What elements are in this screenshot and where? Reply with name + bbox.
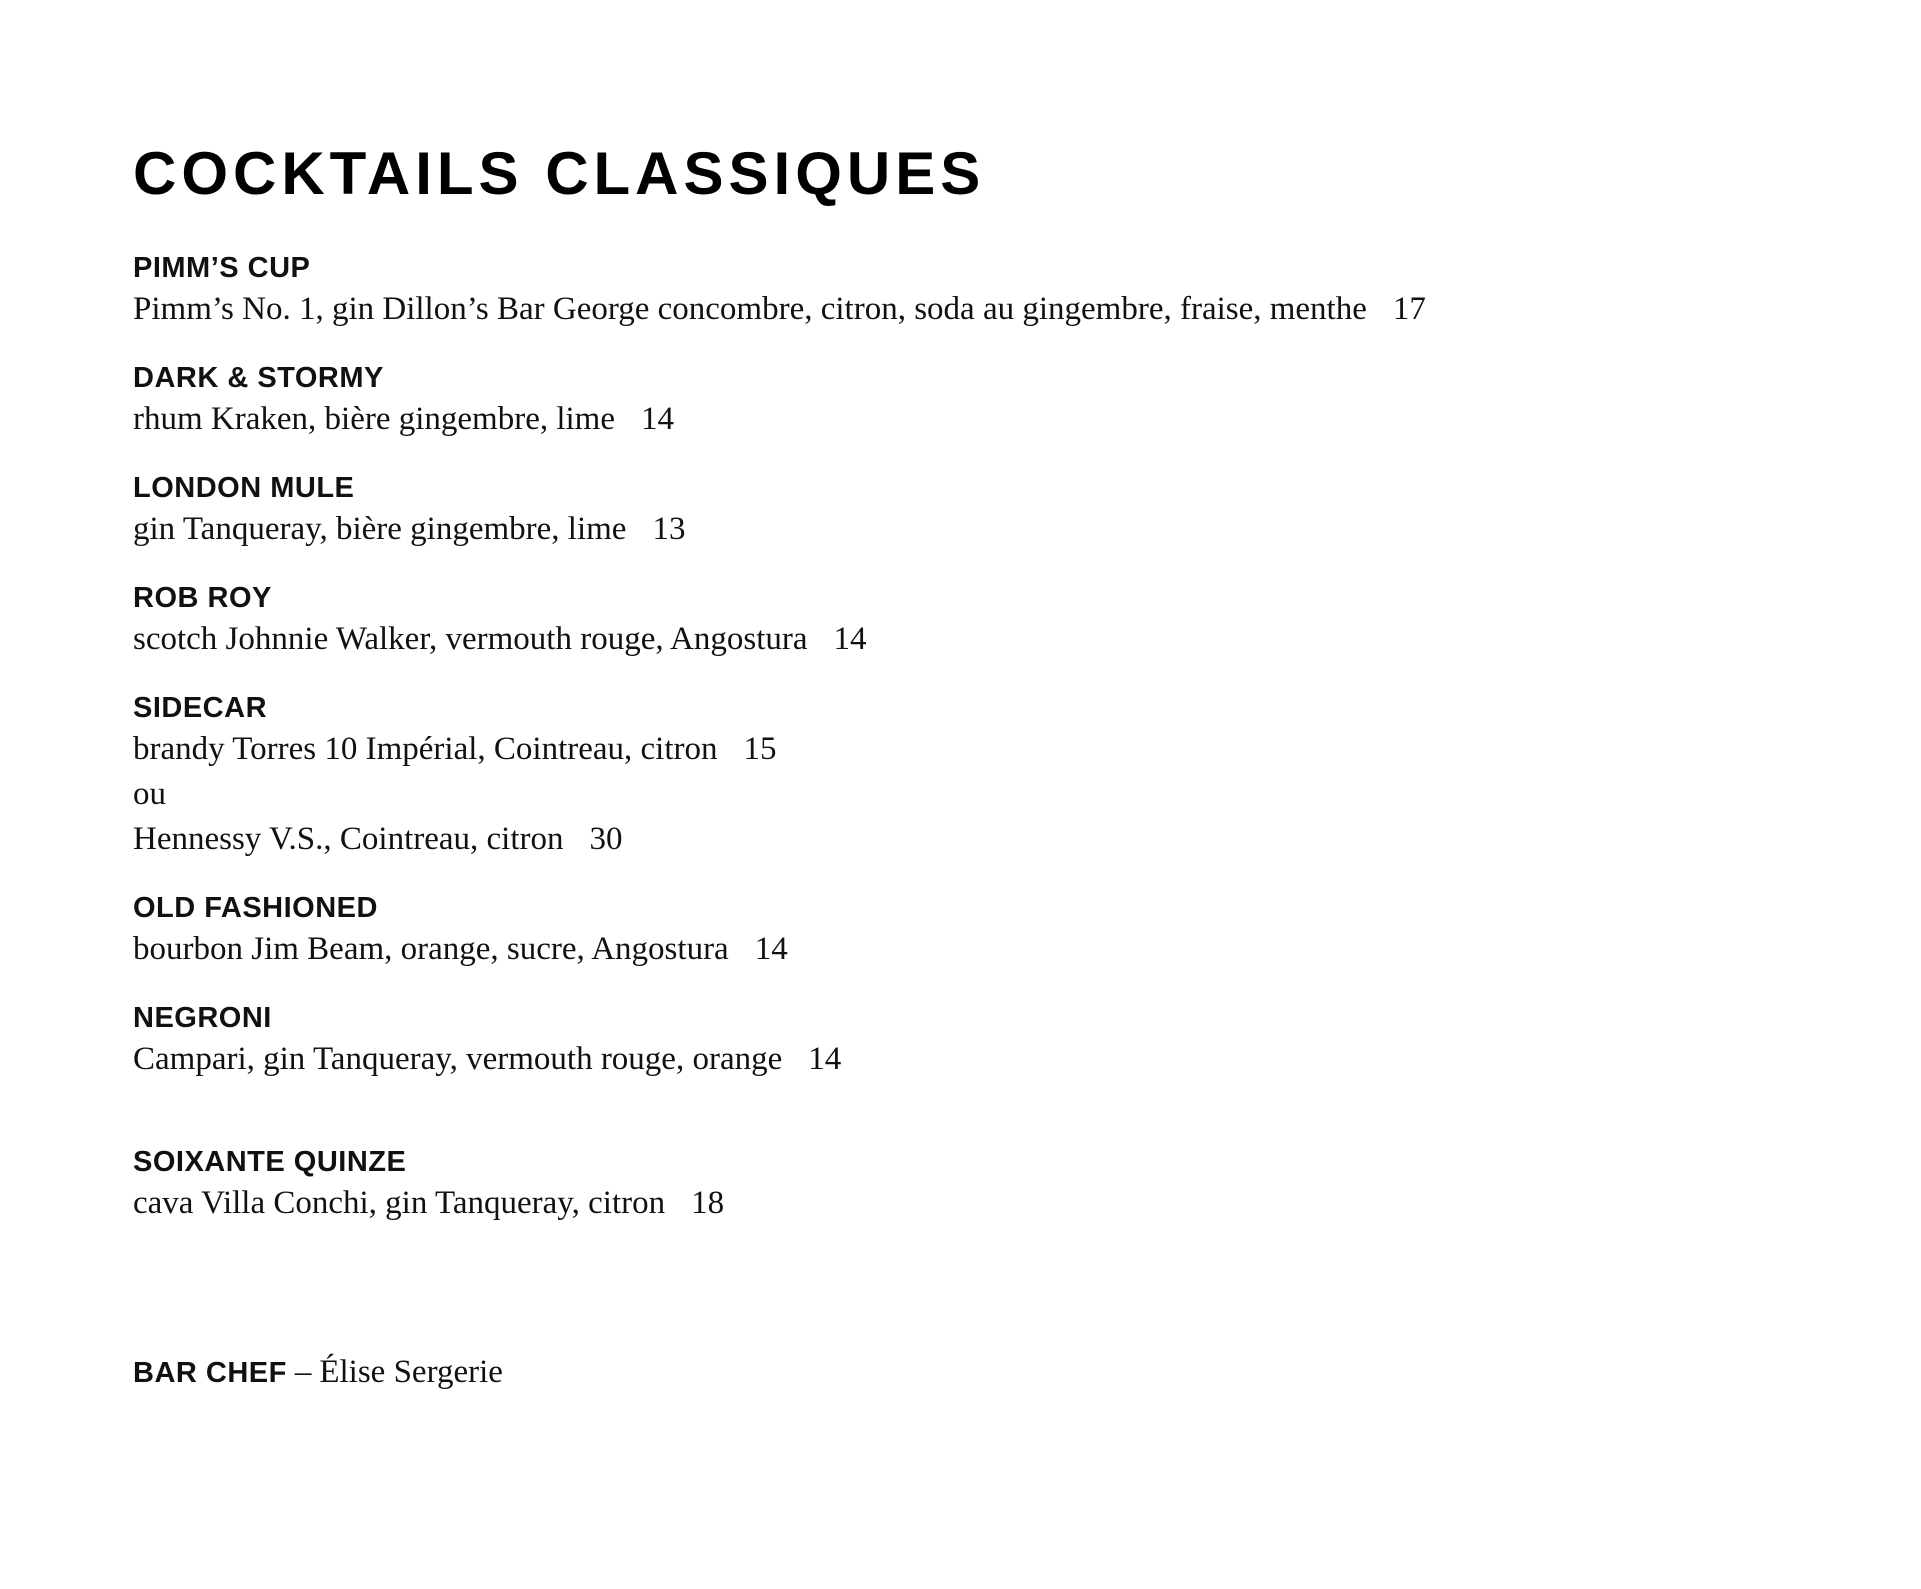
item-price: 14 xyxy=(808,1041,842,1077)
menu-item-pimms-cup xyxy=(133,250,1833,332)
item-line xyxy=(133,1181,1833,1226)
menu-item-sidecar xyxy=(133,690,1833,862)
item-name: OLD FASHIONED xyxy=(133,892,378,924)
item-price: 15 xyxy=(743,731,777,767)
menu-item-dark-stormy xyxy=(133,360,1833,442)
item-description: scotch Johnnie Walker, vermouth rouge, Angostura xyxy=(133,621,808,657)
menu-item-old-fashioned xyxy=(133,890,1833,972)
item-description: gin Tanqueray, bière gingembre, lime xyxy=(133,511,627,547)
menu-item-negroni xyxy=(133,1000,1833,1082)
menu-title: COCKTAILS CLASSIQUES xyxy=(133,140,986,207)
item-line xyxy=(133,507,1833,552)
bar-chef-name: Élise Sergerie xyxy=(319,1354,503,1390)
item-description: Campari, gin Tanqueray, vermouth rouge, orange xyxy=(133,1041,783,1077)
item-line xyxy=(133,927,1833,972)
item-line xyxy=(133,397,1833,442)
item-name: LONDON MULE xyxy=(133,472,355,504)
menu-page xyxy=(133,138,1833,1396)
item-price: 14 xyxy=(754,931,788,967)
menu-item-soixante-quinze xyxy=(133,1144,1833,1226)
item-name: DARK & STORMY xyxy=(133,362,384,394)
item-line xyxy=(133,617,1833,662)
item-name: PIMM’S CUP xyxy=(133,252,311,284)
bar-chef-dash: – xyxy=(294,1354,312,1390)
item-line xyxy=(133,1037,1833,1082)
item-price: 30 xyxy=(589,821,623,857)
item-description: Pimm’s No. 1, gin Dillon’s Bar George concombre, citron, soda au gingembre, fraise, menthe xyxy=(133,291,1367,327)
bar-chef-label: BAR CHEF xyxy=(133,1357,287,1389)
bar-chef-credit xyxy=(133,1350,1833,1396)
item-price: 13 xyxy=(652,511,686,547)
item-name: SOIXANTE QUINZE xyxy=(133,1146,407,1178)
item-line xyxy=(133,727,1833,772)
item-line xyxy=(133,817,1833,862)
menu-item-london-mule xyxy=(133,470,1833,552)
item-description: brandy Torres 10 Impérial, Cointreau, citron xyxy=(133,731,718,767)
item-name: ROB ROY xyxy=(133,582,272,614)
item-description: rhum Kraken, bière gingembre, lime xyxy=(133,401,615,437)
item-description: ou xyxy=(133,776,166,812)
item-line-or xyxy=(133,772,1833,817)
item-name: SIDECAR xyxy=(133,692,268,724)
item-name: NEGRONI xyxy=(133,1002,272,1034)
item-description: cava Villa Conchi, gin Tanqueray, citron xyxy=(133,1185,666,1221)
item-price: 17 xyxy=(1392,291,1426,327)
menu-item-rob-roy xyxy=(133,580,1833,662)
item-price: 14 xyxy=(641,401,674,437)
item-price: 14 xyxy=(833,621,867,657)
item-description: bourbon Jim Beam, orange, sucre, Angostura xyxy=(133,931,729,967)
item-price: 18 xyxy=(691,1185,725,1221)
item-line xyxy=(133,287,1833,332)
item-description: Hennessy V.S., Cointreau, citron xyxy=(133,821,564,857)
